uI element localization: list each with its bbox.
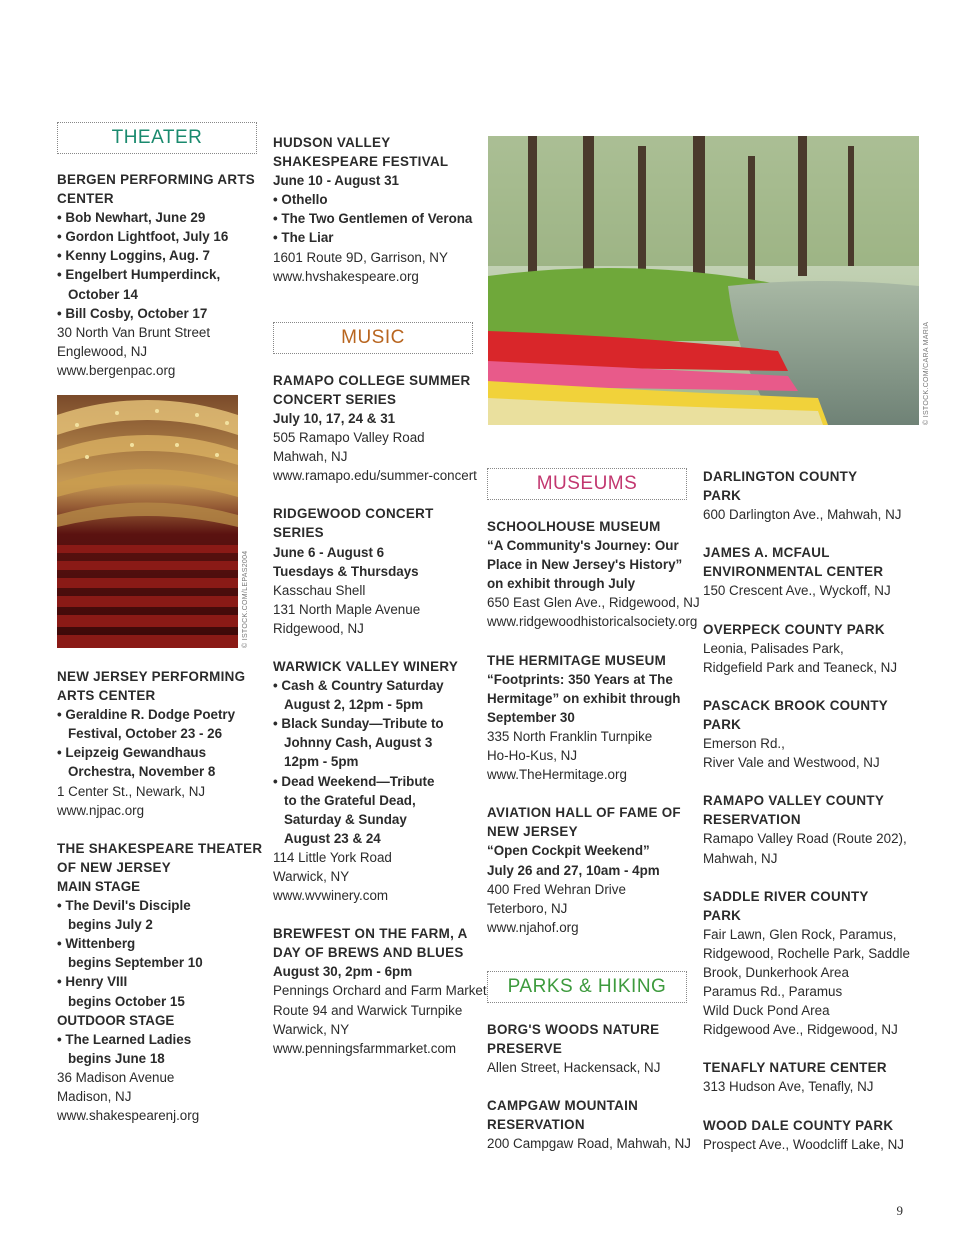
column-4 (703, 467, 913, 1173)
list-item-cont: Festival, October 23 - 26 (68, 726, 223, 742)
exhibit: July 26 and 27, 10am - 4pm (487, 862, 660, 878)
exhibit: Place in New Jersey's History” (487, 557, 683, 573)
entry-title: THE SHAKESPEARE THEATER (57, 840, 263, 856)
list-item: • Cash & Country Saturday (273, 678, 444, 694)
city: Teterboro, NJ (487, 900, 568, 916)
tenafly-entry (703, 1058, 913, 1096)
aviation-hall-entry (487, 803, 687, 937)
exhibit: “Footprints: 350 Years at The (487, 671, 673, 687)
address: 200 Campgaw Road, Mahwah, NJ (487, 1136, 691, 1152)
address: 600 Darlington Ave., Mahwah, NJ (703, 507, 902, 523)
address: 650 East Glen Ave., Ridgewood, NJ (487, 595, 700, 611)
shakespeare-nj-entry (57, 839, 262, 1125)
city: Mahwah, NJ (273, 449, 348, 465)
address: Wild Duck Pond Area (703, 1003, 830, 1019)
list-item-cont: Saturday & Sunday (284, 811, 407, 827)
entry-title: THE HERMITAGE MUSEUM (487, 652, 667, 668)
exhibit: “Open Cockpit Weekend” (487, 843, 650, 859)
entry-title: PARK (703, 488, 742, 504)
theater-interior-photo (57, 395, 238, 648)
entry-title: PRESERVE (487, 1040, 563, 1056)
saddle-river-entry (703, 887, 913, 1040)
bergen-pac-entry (57, 170, 257, 380)
entry-title: PARK (703, 716, 742, 732)
entry-title: WOOD DALE COUNTY PARK (703, 1117, 894, 1133)
list-item-cont: begins July 2 (68, 917, 153, 933)
address: Ramapo Valley Road (Route 202), (703, 831, 907, 847)
mcfaul-entry (703, 543, 913, 600)
list-item: • Engelbert Humperdinck, (57, 267, 221, 283)
entry-title: BREWFEST ON THE FARM, A (273, 926, 468, 942)
address: Allen Street, Hackensack, NJ (487, 1060, 661, 1076)
list-item-cont: to the Grateful Dead, (284, 792, 416, 808)
address: Route 94 and Warwick Turnpike (273, 1002, 463, 1018)
entry-title: BERGEN PERFORMING ARTS (57, 172, 256, 187)
stage-label: OUTDOOR STAGE (57, 1012, 175, 1028)
entry-title: SCHOOLHOUSE MUSEUM (487, 519, 661, 534)
entry-title: ENVIRONMENTAL CENTER (703, 564, 884, 580)
list-item-cont: begins June 18 (68, 1050, 165, 1066)
ramapo-valley-entry (703, 791, 913, 867)
photo-credit: © ISTOCK.COM/CARA MARIA (923, 321, 930, 425)
column-1 (57, 122, 257, 399)
address: Prospect Ave., Woodcliff Lake, NJ (703, 1136, 904, 1152)
entry-title: OF NEW JERSEY (57, 859, 172, 875)
list-item: • Dead Weekend—Tribute (273, 773, 435, 789)
address: 36 Madison Avenue (57, 1069, 175, 1085)
list-item: • The Devil's Disciple (57, 898, 191, 914)
list-item: • Othello (273, 192, 328, 208)
entry-title: CAMPGAW MOUNTAIN (487, 1098, 639, 1114)
list-item: • The Liar (273, 230, 334, 246)
njpac-entry (57, 667, 262, 820)
hudson-valley-entry (273, 133, 473, 286)
dates: August 30, 2pm - 6pm (273, 964, 413, 980)
list-item: • The Two Gentlemen of Verona (273, 211, 473, 227)
list-item: • Bob Newhart, June 29 (57, 210, 206, 226)
tulip-garden-image (488, 136, 919, 425)
city: Ridgewood, NJ (273, 620, 364, 636)
brewfest-entry (273, 924, 487, 1058)
overpeck-entry (703, 620, 913, 677)
wood-dale-entry (703, 1116, 913, 1154)
list-item: • Leipzeig Gewandhaus (57, 745, 207, 761)
column-1-lower (57, 667, 262, 1144)
address: 313 Hudson Ave, Tenafly, NJ (703, 1079, 874, 1095)
address: Emerson Rd., (703, 736, 785, 752)
entry-title: JAMES A. MCFAUL (703, 545, 830, 561)
venue: Kasschau Shell (273, 582, 366, 598)
ramapo-college-entry (273, 371, 477, 486)
days: Tuesdays & Thursdays (273, 563, 419, 579)
address: 1 Center St., Newark, NJ (57, 783, 206, 799)
list-item-cont: 12pm - 5pm (284, 754, 359, 770)
entry-title: BORG'S WOODS NATURE (487, 1021, 660, 1037)
entry-title: HUDSON VALLEY (273, 135, 391, 150)
park-photo (488, 136, 919, 425)
website-link[interactable]: www.shakespearenj.org (57, 1108, 200, 1124)
website-link[interactable]: www.ramapo.edu/summer-concert (273, 468, 477, 484)
website-link[interactable]: www.penningsfarmmarket.com (273, 1040, 457, 1056)
dates: June 6 - August 6 (273, 544, 385, 560)
address: Brook, Dunkerhook Area (703, 964, 849, 980)
address: Ridgewood, Rochelle Park, Saddle (703, 945, 910, 961)
entry-title: SHAKESPEARE FESTIVAL (273, 154, 449, 170)
list-item-cont: August 23 & 24 (284, 830, 381, 846)
address: Ridgewood Ave., Ridgewood, NJ (703, 1022, 898, 1038)
warwick-winery-entry (273, 657, 473, 905)
list-item-cont: begins September 10 (68, 955, 203, 971)
parks-heading: PARKS & HIKING (487, 971, 687, 1003)
entry-title: SADDLE RIVER COUNTY (703, 888, 869, 904)
list-item: • Wittenberg (57, 936, 136, 952)
list-item: • Henry VIII (57, 974, 128, 990)
list-item-cont: October 14 (68, 286, 138, 302)
website-link[interactable]: www.wvwinery.com (273, 888, 389, 904)
opera-house-image (57, 395, 238, 648)
entry-title: DAY OF BREWS AND BLUES (273, 945, 464, 961)
music-heading: MUSIC (273, 322, 473, 354)
address: 505 Ramapo Valley Road (273, 430, 425, 446)
address: 1601 Route 9D, Garrison, NY (273, 249, 448, 265)
entry-title: NEW JERSEY (487, 824, 578, 840)
address: Fair Lawn, Glen Rock, Paramus, (703, 926, 897, 942)
website-link[interactable]: www.hvshakespeare.org (273, 268, 419, 284)
campgaw-entry (487, 1096, 691, 1153)
website-link[interactable]: www.ridgewoodhistoricalsociety.org (487, 614, 698, 630)
website-link[interactable]: www.TheHermitage.org (487, 767, 627, 783)
list-item-cont: Johnny Cash, August 3 (284, 735, 433, 751)
list-item-cont: begins October 15 (68, 993, 185, 1009)
address: 150 Crescent Ave., Wyckoff, NJ (703, 583, 891, 599)
borgs-woods-entry (487, 1020, 687, 1077)
ridgewood-concert-entry (273, 504, 473, 638)
address: Mahwah, NJ (703, 850, 778, 866)
address: Paramus Rd., Paramus (703, 984, 843, 1000)
theater-heading: THEATER (57, 122, 257, 154)
entry-title: SERIES (273, 525, 324, 541)
column-2 (273, 133, 487, 1077)
entry-title: DARLINGTON COUNTY (703, 469, 858, 484)
stage-label: MAIN STAGE (57, 878, 141, 894)
list-item: • Gordon Lightfoot, July 16 (57, 229, 229, 245)
column-3 (487, 468, 700, 1172)
address: 335 North Franklin Turnpike (487, 728, 653, 744)
dates: July 10, 17, 24 & 31 (273, 410, 396, 426)
entry-title: WARWICK VALLEY WINERY (273, 658, 459, 674)
entry-title: RAMAPO COLLEGE SUMMER (273, 372, 471, 388)
exhibit: “A Community's Journey: Our (487, 538, 679, 554)
entry-title: RESERVATION (703, 812, 801, 828)
list-item: • Kenny Loggins, Aug. 7 (57, 248, 210, 264)
website-link[interactable]: www.njahof.org (487, 919, 579, 935)
address: 131 North Maple Avenue (273, 601, 421, 617)
page-number: 9 (896, 1203, 903, 1218)
city: Warwick, NY (273, 1021, 350, 1037)
schoolhouse-museum-entry (487, 517, 700, 632)
entry-title: NEW JERSEY PERFORMING (57, 669, 246, 684)
website-link[interactable]: www.njpac.org (57, 802, 145, 818)
exhibit: Hermitage” on exhibit through (487, 690, 681, 706)
list-item-cont: Orchestra, November 8 (68, 764, 216, 780)
entry-title: PARK (703, 907, 742, 923)
list-item: • Geraldine R. Dodge Poetry (57, 707, 236, 723)
hermitage-entry (487, 651, 687, 785)
city: Englewood, NJ (57, 343, 148, 359)
entry-title: RESERVATION (487, 1117, 585, 1133)
website-link[interactable]: www.bergenpac.org (57, 362, 176, 378)
exhibit: September 30 (487, 709, 575, 725)
entry-title: CENTER (57, 191, 114, 207)
address: 30 North Van Brunt Street (57, 324, 211, 340)
entry-title: PASCACK BROOK COUNTY (703, 697, 889, 713)
list-item-cont: August 2, 12pm - 5pm (284, 697, 424, 713)
pascack-entry (703, 696, 913, 772)
venue: Pennings Orchard and Farm Market (273, 983, 487, 999)
city: Madison, NJ (57, 1088, 132, 1104)
entry-title: TENAFLY NATURE CENTER (703, 1060, 887, 1076)
darlington-entry (703, 467, 913, 524)
list-item: • Black Sunday—Tribute to (273, 716, 444, 732)
entry-title: RAMAPO VALLEY COUNTY (703, 793, 885, 809)
city: Ho-Ho-Kus, NJ (487, 748, 578, 764)
address: River Vale and Westwood, NJ (703, 755, 880, 771)
city: Warwick, NY (273, 869, 350, 884)
photo-credit: © ISTOCK.COM/LEPAS2004 (242, 550, 249, 648)
address: 114 Little York Road (273, 849, 392, 865)
exhibit: on exhibit through July (487, 576, 636, 592)
entry-title: CONCERT SERIES (273, 391, 397, 407)
entry-title: RIDGEWOOD CONCERT (273, 506, 434, 522)
list-item: • The Learned Ladies (57, 1031, 192, 1047)
list-item: • Bill Cosby, October 17 (57, 305, 208, 321)
dates: June 10 - August 31 (273, 173, 400, 189)
address: Ridgefield Park and Teaneck, NJ (703, 659, 898, 675)
entry-title: ARTS CENTER (57, 688, 156, 704)
address: Leonia, Palisades Park, (703, 640, 844, 656)
entry-title: OVERPECK COUNTY PARK (703, 621, 885, 637)
entry-title: AVIATION HALL OF FAME OF (487, 805, 681, 821)
address: 400 Fred Wehran Drive (487, 881, 626, 897)
museums-heading: MUSEUMS (487, 468, 687, 500)
